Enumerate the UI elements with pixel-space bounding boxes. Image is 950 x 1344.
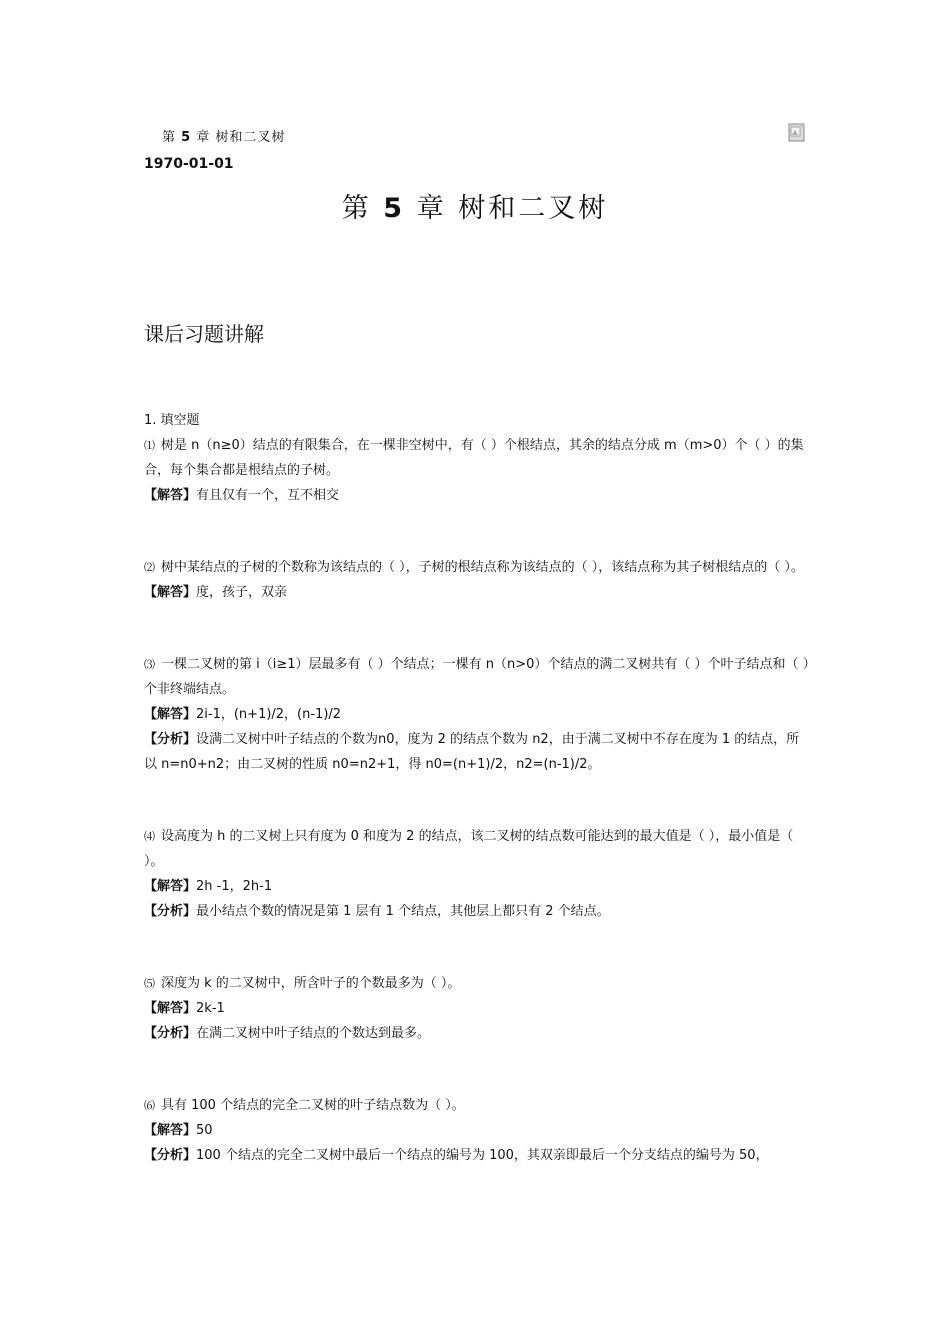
answer-text: 2i-1，(n+1)/2，(n-1)/2 <box>196 707 342 722</box>
title-name: 树和二叉树 <box>458 193 609 224</box>
answer-text: 度，孩子，双亲 <box>196 585 288 600</box>
answer-text: 2h -1，2h-1 <box>196 879 273 894</box>
answer-text: 2k-1 <box>196 1001 225 1016</box>
title-number: 5 <box>383 193 406 224</box>
question-text <box>144 652 810 702</box>
question-text <box>144 971 810 996</box>
question-text <box>144 1093 810 1118</box>
question-text <box>144 433 810 483</box>
item-number: ⑸ <box>144 977 155 990</box>
analysis-line <box>144 1021 810 1046</box>
answer-line <box>144 1118 810 1143</box>
question: 深度为 k 的二叉树中，所含叶子的个数最多为（ ）。 <box>161 976 461 991</box>
exercise-item <box>144 824 810 924</box>
exercise-item <box>144 652 810 777</box>
question-text <box>144 555 810 580</box>
analysis-line <box>144 899 810 924</box>
answer-text: 50 <box>196 1123 213 1138</box>
analysis-text: 设满二叉树中叶子结点的个数为n0，度为 2 的结点个数为 n2，由于满二叉树中不存在度为 1 的结点，所以 n=n0+n2；由二叉树的性质 n0=n2+1，得 n0=(n+1)/2，n2=(n-1)/2。 <box>144 732 800 772</box>
answer-line <box>144 874 810 899</box>
analysis-line <box>144 727 810 777</box>
item-number: ⑹ <box>144 1099 155 1112</box>
exercise-item <box>144 433 810 508</box>
analysis-text: 最小结点个数的情况是第 1 层有 1 个结点，其他层上都只有 2 个结点。 <box>196 904 610 919</box>
question: 一棵二叉树的第 i（i≥1）层最多有（ ）个结点；一棵有 n（n>0）个结点的满二叉树共有（ ）个叶子结点和（ ）个非终端结点。 <box>144 657 810 697</box>
answer-line <box>144 580 810 605</box>
header-chapter-prefix: 第 <box>162 130 177 145</box>
item-number: ⑶ <box>144 658 155 671</box>
exercise-item <box>144 971 810 1046</box>
analysis-label: 【分析】 <box>144 1026 197 1041</box>
exercise-heading: 1. 填空题 <box>144 413 200 428</box>
title-suffix: 章 <box>416 193 447 224</box>
item-number: ⑷ <box>144 830 155 843</box>
exercise-item <box>144 555 810 605</box>
document-icon[interactable] <box>788 123 806 142</box>
section-title: 课后习题讲解 <box>144 322 264 346</box>
header-chapter-name: 树和二叉树 <box>215 130 286 145</box>
question: 设高度为 h 的二叉树上只有度为 0 和度为 2 的结点，该二叉树的结点数可能达到的最大值是（ ），最小值是（ ）。 <box>144 829 794 869</box>
answer-text: 有且仅有一个，互不相交 <box>196 488 340 503</box>
answer-line <box>144 702 810 727</box>
analysis-label: 【分析】 <box>144 732 197 747</box>
chapter-title <box>0 186 950 225</box>
answer-label: 【解答】 <box>144 585 197 600</box>
header-chapter-suffix: 章 <box>196 130 211 145</box>
question: 树是 n（n≥0）结点的有限集合，在一棵非空树中，有（ ）个根结点，其余的结点分成 m（m>0）个（ ）的集合，每个集合都是根结点的子树。 <box>144 438 804 478</box>
exercise-content <box>144 408 810 1168</box>
answer-label: 【解答】 <box>144 1123 197 1138</box>
answer-line <box>144 483 810 508</box>
title-prefix: 第 <box>341 193 372 224</box>
header-chapter-number: 5 <box>181 130 192 145</box>
analysis-label: 【分析】 <box>144 904 197 919</box>
answer-label: 【解答】 <box>144 488 197 503</box>
question: 具有 100 个结点的完全二叉树的叶子结点数为（ ）。 <box>161 1098 465 1113</box>
item-number: ⑴ <box>144 439 155 452</box>
answer-label: 【解答】 <box>144 1001 197 1016</box>
document-date: 1970-01-01 <box>144 156 234 172</box>
answer-label: 【解答】 <box>144 879 197 894</box>
analysis-label: 【分析】 <box>144 1148 197 1163</box>
item-number: ⑵ <box>144 561 155 574</box>
exercise-item <box>144 1093 810 1168</box>
answer-line <box>144 996 810 1021</box>
question-text <box>144 824 810 874</box>
answer-label: 【解答】 <box>144 707 197 722</box>
analysis-text: 100 个结点的完全二叉树中最后一个结点的编号为 100，其双亲即最后一个分支结点的编号为 50， <box>196 1148 769 1163</box>
analysis-text: 在满二叉树中叶子结点的个数达到最多。 <box>196 1026 431 1041</box>
question: 树中某结点的子树的个数称为该结点的（ ），子树的根结点称为该结点的（ ），该结点称为其子树根结点的（ ）。 <box>161 560 804 575</box>
analysis-line <box>144 1143 810 1168</box>
running-header <box>162 126 286 145</box>
